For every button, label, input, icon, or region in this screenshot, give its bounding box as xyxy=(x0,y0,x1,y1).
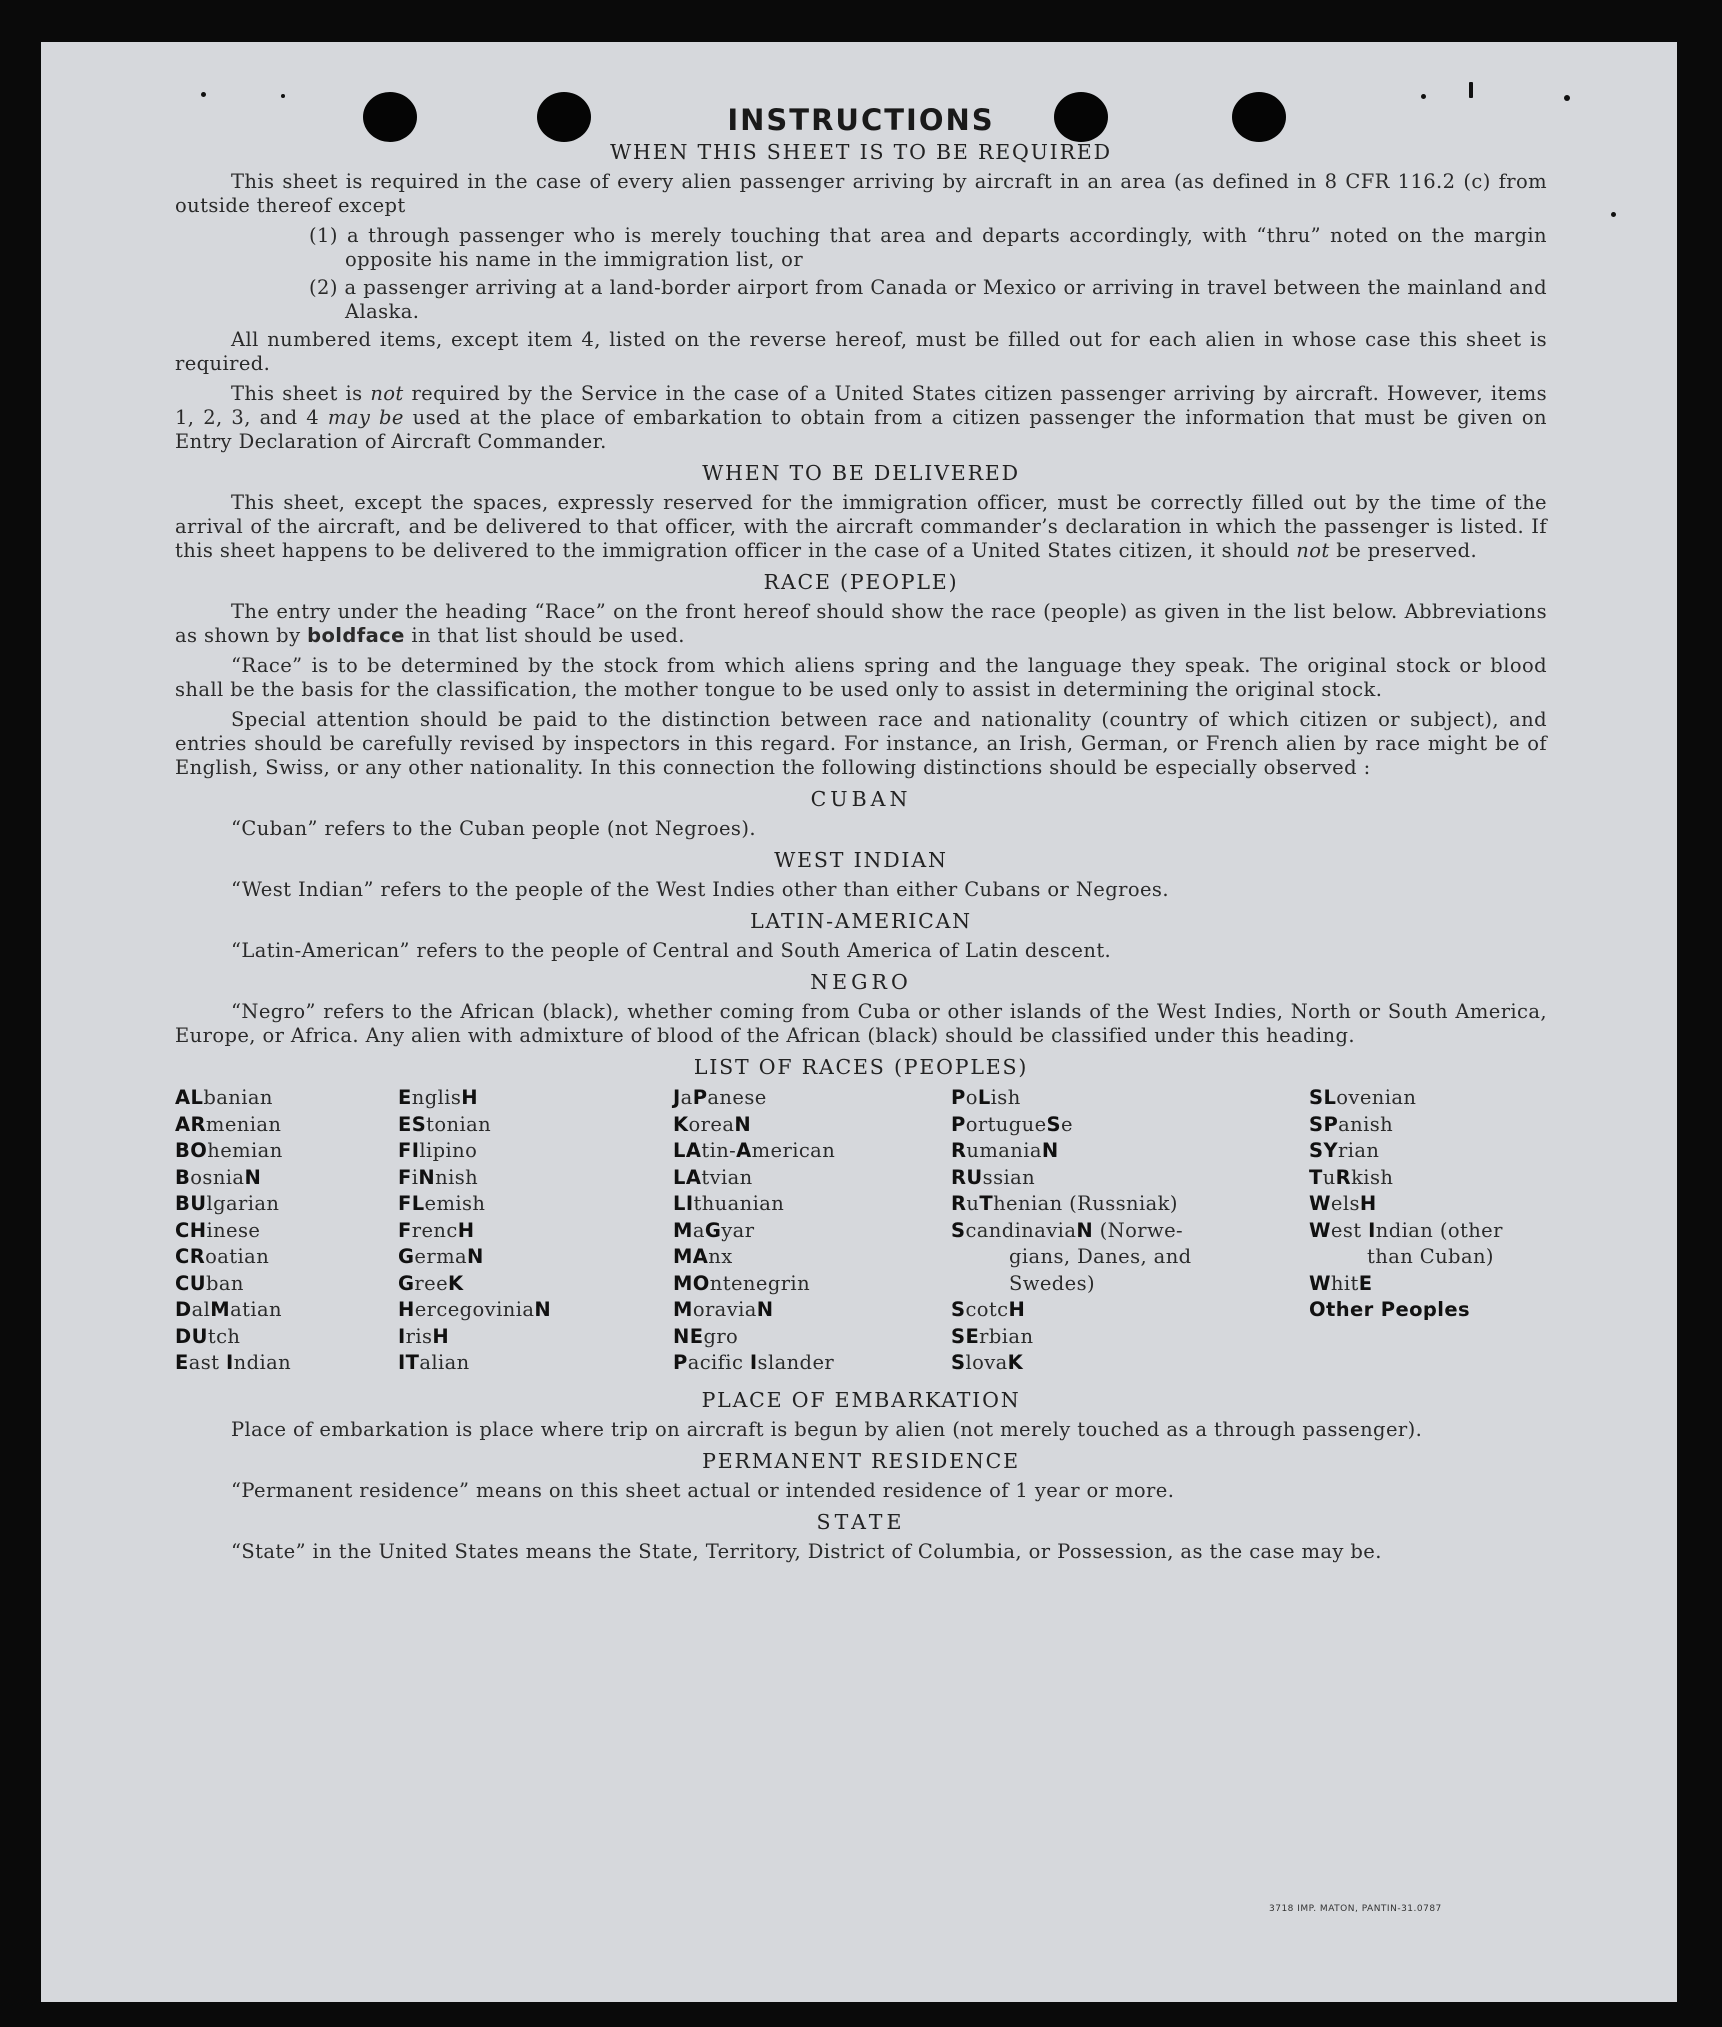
race-entry xyxy=(398,1191,551,1218)
race-text: a xyxy=(680,1086,693,1109)
race-entry xyxy=(398,1218,551,1245)
paragraph xyxy=(175,491,1547,563)
race-abbrev: J xyxy=(673,1086,681,1109)
race-text: hemian xyxy=(207,1139,283,1162)
bold-text: boldface xyxy=(307,624,405,647)
race-abbrev: G xyxy=(398,1245,415,1268)
race-entry xyxy=(1309,1191,1503,1218)
document-sheet xyxy=(41,42,1677,2002)
speck xyxy=(201,92,206,97)
race-abbrev: N xyxy=(418,1165,436,1189)
race-text: nx xyxy=(708,1245,733,1268)
text: This sheet is xyxy=(231,382,371,405)
race-text: emish xyxy=(424,1192,486,1215)
text: in that list should be used. xyxy=(404,624,685,647)
race-text: nglis xyxy=(411,1086,462,1109)
race-abbrev: K xyxy=(1007,1351,1024,1374)
race-text: banian xyxy=(203,1086,273,1109)
race-abbrev: DU xyxy=(175,1324,208,1348)
race-entry xyxy=(175,1112,291,1139)
race-entry xyxy=(673,1165,835,1192)
race-text: osnia xyxy=(190,1165,245,1189)
race-text: ssian xyxy=(982,1165,1036,1189)
definition: “West Indian” refers to the people of the West Indies other than either Cubans or Negroes. xyxy=(231,878,1169,901)
race-text: candinavia xyxy=(965,1218,1077,1242)
race-abbrev: W xyxy=(1309,1271,1331,1295)
race-entry xyxy=(1309,1112,1503,1139)
race-abbrev: Other Peoples xyxy=(1309,1298,1470,1321)
race-entry xyxy=(673,1218,835,1245)
race-entry xyxy=(175,1244,291,1271)
race-text: tonian xyxy=(426,1112,492,1136)
heading-embarkation: PLACE OF EMBARKATION xyxy=(701,1388,1021,1412)
speck xyxy=(1611,212,1616,217)
race-abbrev: W xyxy=(1309,1192,1331,1215)
race-text: e xyxy=(1061,1112,1073,1136)
race-text: lipino xyxy=(419,1139,478,1162)
heading-race: RACE (PEOPLE) xyxy=(763,570,959,594)
race-text: tch xyxy=(207,1324,241,1348)
race-text: ree xyxy=(414,1271,449,1295)
races-column xyxy=(1309,1085,1503,1324)
race-abbrev: H xyxy=(1359,1192,1377,1215)
race-text: els xyxy=(1330,1192,1360,1215)
list-item: (1) a through passenger who is merely touching that area and departs accordingly, with “thru” noted on the margin opposite his name in the immigration list, or xyxy=(309,224,1547,271)
text: be preserved. xyxy=(1329,539,1478,562)
race-entry xyxy=(1309,1138,1503,1165)
race-entry xyxy=(673,1324,835,1351)
printer-imprint: 3718 IMP. MATON, PANTIN-31.0787 xyxy=(1269,1904,1442,1914)
race-abbrev: K xyxy=(673,1112,689,1136)
race-abbrev: R xyxy=(951,1139,967,1162)
race-text: thuanian xyxy=(693,1192,785,1215)
race-text: ovenian xyxy=(1336,1086,1417,1109)
speck xyxy=(1421,94,1426,99)
race-entry xyxy=(398,1138,551,1165)
race-abbrev: N xyxy=(534,1298,552,1321)
race-text: Swedes) xyxy=(1009,1271,1096,1295)
race-text: ndian xyxy=(233,1351,292,1374)
race-entry xyxy=(1309,1244,1503,1271)
race-entry xyxy=(1309,1297,1503,1324)
race-abbrev: BU xyxy=(175,1192,207,1215)
heading-state: STATE xyxy=(816,1510,906,1534)
race-text: slander xyxy=(757,1351,835,1374)
race-abbrev: H xyxy=(1008,1298,1026,1321)
race-text: (Norwe- xyxy=(1093,1218,1184,1242)
heading-delivered: WHEN TO BE DELIVERED xyxy=(702,461,1020,485)
race-abbrev: AL xyxy=(175,1086,204,1109)
race-abbrev: B xyxy=(175,1165,191,1189)
race-abbrev: P xyxy=(951,1112,966,1136)
race-entry xyxy=(951,1191,1192,1218)
race-abbrev: N xyxy=(756,1298,774,1321)
race-text: al xyxy=(191,1298,211,1321)
race-abbrev: R xyxy=(951,1192,967,1215)
race-text: nish xyxy=(435,1165,479,1189)
race-text: gro xyxy=(703,1324,739,1348)
race-text: ortugue xyxy=(965,1112,1047,1136)
race-abbrev: M xyxy=(673,1218,693,1242)
race-abbrev: P xyxy=(673,1351,688,1374)
race-entry xyxy=(398,1112,551,1139)
race-entry xyxy=(951,1112,1192,1139)
race-text: cotc xyxy=(965,1298,1009,1321)
race-abbrev: E xyxy=(175,1351,189,1374)
race-entry xyxy=(951,1138,1192,1165)
race-entry xyxy=(175,1297,291,1324)
race-entry xyxy=(951,1244,1192,1271)
paragraph xyxy=(175,600,1547,648)
text: required by the Service in the case of a United States citizen passenger arriving by aircraft. However, items 1, 2, 3, and 4 xyxy=(175,382,1548,429)
race-entry xyxy=(673,1191,835,1218)
race-text: anish xyxy=(1338,1112,1394,1136)
race-entry xyxy=(175,1138,291,1165)
race-abbrev: SE xyxy=(951,1324,980,1348)
race-text: i xyxy=(411,1165,419,1189)
race-text: menian xyxy=(205,1112,282,1136)
paragraph: “Negro” refers to the African (black), whether coming from Cuba or other islands of the West Indies, North or South America, Europe, or Africa. Any alien with admixture of blood of the African (black) should be classified under this heading. xyxy=(175,1000,1547,1047)
race-abbrev: LA xyxy=(673,1139,702,1162)
race-abbrev: W xyxy=(1309,1218,1331,1242)
text: used at the place of embarkation to obtain from a citizen passenger the information that must be given on Entry Declaration of Aircraft Commander. xyxy=(175,406,1547,453)
race-entry xyxy=(398,1350,551,1377)
race-entry xyxy=(951,1271,1192,1298)
race-abbrev: T xyxy=(979,1192,994,1215)
race-entry xyxy=(951,1085,1192,1112)
race-abbrev: CR xyxy=(175,1245,206,1268)
race-abbrev: SP xyxy=(1309,1112,1339,1136)
race-abbrev: R xyxy=(1335,1165,1352,1189)
race-abbrev: ES xyxy=(398,1112,427,1136)
race-abbrev: P xyxy=(692,1086,708,1109)
race-abbrev: FL xyxy=(398,1192,425,1215)
race-abbrev: E xyxy=(398,1086,412,1109)
race-text: rbian xyxy=(979,1324,1034,1348)
race-text: hit xyxy=(1330,1271,1359,1295)
definition: “Permanent residence” means on this sheet actual or intended residence of 1 year or more. xyxy=(231,1479,1175,1502)
race-text: atian xyxy=(230,1298,282,1321)
heading-residence: PERMANENT RESIDENCE xyxy=(702,1449,1020,1473)
race-entry xyxy=(1309,1271,1503,1298)
race-abbrev: S xyxy=(1046,1112,1061,1136)
emphasis: not xyxy=(1296,539,1330,562)
race-entry xyxy=(673,1138,835,1165)
race-entry xyxy=(175,1324,291,1351)
race-text: inese xyxy=(206,1218,261,1242)
races-column xyxy=(175,1085,291,1377)
race-abbrev: BO xyxy=(175,1139,208,1162)
race-entry xyxy=(175,1271,291,1298)
race-text: ban xyxy=(205,1271,244,1295)
race-abbrev: N xyxy=(1041,1139,1059,1162)
race-text: erma xyxy=(414,1245,467,1268)
race-abbrev: MA xyxy=(673,1245,709,1268)
race-abbrev: H xyxy=(461,1086,478,1109)
race-text: lova xyxy=(965,1351,1008,1374)
race-abbrev: N xyxy=(734,1112,752,1136)
heading-latin-american: LATIN-AMERICAN xyxy=(750,909,972,933)
race-entry xyxy=(951,1218,1192,1245)
race-abbrev: FI xyxy=(398,1139,420,1162)
race-entry xyxy=(398,1244,551,1271)
race-text: o xyxy=(965,1086,978,1109)
races-list xyxy=(175,1085,1547,1381)
race-text: oatian xyxy=(205,1245,270,1268)
paragraph: “Race” is to be determined by the stock from which aliens spring and the language they speak. The original stock or blood shall be the basis for the classification, the mother tongue to be used only to assist in determining the original stock. xyxy=(175,654,1547,701)
races-column xyxy=(673,1085,835,1377)
heading-required: WHEN THIS SHEET IS TO BE REQUIRED xyxy=(610,140,1112,164)
race-text: gians, Danes, and xyxy=(1009,1245,1192,1268)
race-text: acific xyxy=(687,1351,750,1374)
race-entry xyxy=(1309,1165,1503,1192)
paragraph: This sheet is required in the case of every alien passenger arriving by aircraft in an area (as defined in 8 CFR 116.2 (c) from outside thereof except xyxy=(175,170,1547,217)
race-abbrev: I xyxy=(1368,1218,1376,1242)
race-abbrev: E xyxy=(1358,1271,1373,1295)
race-text: orea xyxy=(688,1112,735,1136)
race-text: rian xyxy=(1337,1139,1380,1162)
race-abbrev: H xyxy=(432,1324,450,1348)
race-entry xyxy=(951,1324,1192,1351)
race-entry xyxy=(951,1165,1192,1192)
race-text: est xyxy=(1330,1218,1369,1242)
race-text: tin- xyxy=(701,1139,737,1162)
paragraph: All numbered items, except item 4, listed on the reverse hereof, must be filled out for each alien in whose case this sheet is required. xyxy=(175,328,1547,375)
race-abbrev: F xyxy=(398,1165,412,1189)
race-abbrev: IT xyxy=(398,1351,420,1374)
emphasis: not xyxy=(370,382,404,405)
race-entry xyxy=(951,1297,1192,1324)
race-entry xyxy=(1309,1218,1503,1245)
race-entry xyxy=(175,1191,291,1218)
race-entry xyxy=(673,1297,835,1324)
race-abbrev: LA xyxy=(673,1165,702,1189)
race-entry xyxy=(175,1165,291,1192)
race-text: ast xyxy=(188,1351,227,1374)
race-abbrev: G xyxy=(704,1218,722,1242)
heading-negro: NEGRO xyxy=(810,970,912,994)
race-text: u xyxy=(1322,1165,1336,1189)
race-text: alian xyxy=(419,1351,470,1374)
race-text: than Cuban) xyxy=(1367,1245,1494,1268)
race-abbrev: SL xyxy=(1309,1086,1337,1109)
race-text: umania xyxy=(966,1139,1042,1162)
race-text: a xyxy=(692,1218,705,1242)
race-entry xyxy=(398,1085,551,1112)
heading-west-indian: WEST INDIAN xyxy=(774,848,948,872)
race-entry xyxy=(398,1324,551,1351)
race-abbrev: NE xyxy=(673,1324,704,1348)
race-text: renc xyxy=(411,1218,458,1242)
races-column xyxy=(951,1085,1192,1377)
race-text: oravia xyxy=(692,1298,757,1321)
race-entry xyxy=(175,1085,291,1112)
race-text: tvian xyxy=(701,1165,753,1189)
race-entry xyxy=(951,1350,1192,1377)
race-abbrev: N xyxy=(244,1165,262,1189)
page-title: INSTRUCTIONS xyxy=(727,103,995,137)
race-entry xyxy=(398,1165,551,1192)
race-entry xyxy=(398,1271,551,1298)
race-abbrev: A xyxy=(736,1139,752,1162)
race-entry xyxy=(673,1244,835,1271)
race-text: ntenegrin xyxy=(709,1271,811,1295)
race-entry xyxy=(175,1350,291,1377)
race-abbrev: L xyxy=(977,1086,991,1109)
race-abbrev: H xyxy=(457,1218,475,1242)
race-text: ndian (other xyxy=(1375,1218,1503,1242)
race-text: merican xyxy=(751,1139,836,1162)
definition: “State” in the United States means the State, Territory, District of Columbia, or Possession, as the case may be. xyxy=(231,1540,1382,1563)
race-abbrev: RU xyxy=(951,1165,983,1189)
speck xyxy=(1564,95,1570,101)
race-abbrev: N xyxy=(466,1245,484,1268)
race-abbrev: T xyxy=(1309,1165,1323,1189)
race-abbrev: S xyxy=(951,1351,966,1374)
race-text: ris xyxy=(405,1324,433,1348)
race-abbrev: I xyxy=(226,1351,234,1374)
race-abbrev: M xyxy=(210,1298,231,1321)
race-entry xyxy=(673,1112,835,1139)
heading-list-of-races: LIST OF RACES (PEOPLES) xyxy=(693,1055,1029,1079)
race-abbrev: D xyxy=(175,1298,192,1321)
race-text: anese xyxy=(707,1086,767,1109)
race-abbrev: H xyxy=(398,1298,415,1321)
race-abbrev: MO xyxy=(673,1271,710,1295)
race-abbrev: LI xyxy=(673,1192,694,1215)
race-text: henian (Russniak) xyxy=(993,1192,1178,1215)
speck xyxy=(281,94,285,98)
race-text: ercegovinia xyxy=(414,1298,535,1321)
race-entry xyxy=(1309,1085,1503,1112)
race-abbrev: F xyxy=(398,1218,412,1242)
paragraph xyxy=(175,382,1547,454)
race-abbrev: G xyxy=(398,1271,415,1295)
race-entry xyxy=(673,1085,835,1112)
race-abbrev: S xyxy=(951,1298,966,1321)
race-text: kish xyxy=(1351,1165,1394,1189)
race-text: yar xyxy=(721,1218,755,1242)
emphasis: may be xyxy=(327,406,404,429)
races-column xyxy=(398,1085,551,1377)
text: This sheet, except the spaces, expressly reserved for the immigration officer, must be correctly filled out by the time of the arrival of the aircraft, and be delivered to that officer, with the aircraft commander’s declaration in which the passenger is listed. If this sheet happens to be delivered to the immigration officer in the case of a United States citizen, it should xyxy=(175,491,1547,562)
race-abbrev: K xyxy=(448,1271,464,1295)
race-entry xyxy=(398,1297,551,1324)
text: The entry under the heading “Race” on the front hereof should show the race (people) as given in the list below. Abbreviations as shown by xyxy=(175,600,1547,647)
paragraph: Special attention should be paid to the distinction between race and nationality (country of which citizen or subject), and entries should be carefully revised by inspectors in this regard. For instance, an Irish, German, or French alien by race might be of English, Swiss, or any other nationality. In this connection the following distinctions should be especially observed : xyxy=(175,708,1547,779)
heading-cuban: CUBAN xyxy=(810,787,912,811)
race-abbrev: M xyxy=(673,1298,693,1321)
race-abbrev: AR xyxy=(175,1112,206,1136)
race-abbrev: CU xyxy=(175,1271,206,1295)
speck xyxy=(1469,82,1473,98)
race-abbrev: I xyxy=(398,1324,406,1348)
instructions-content xyxy=(175,103,1548,1568)
list-item: (2) a passenger arriving at a land-border airport from Canada or Mexico or arriving in travel between the mainland and Alaska. xyxy=(309,276,1547,323)
race-abbrev: N xyxy=(1076,1218,1094,1242)
race-abbrev: SY xyxy=(1309,1139,1338,1162)
race-abbrev: I xyxy=(749,1351,758,1374)
race-entry xyxy=(175,1218,291,1245)
race-abbrev: P xyxy=(951,1086,966,1109)
race-text: lgarian xyxy=(206,1192,280,1215)
race-abbrev: CH xyxy=(175,1218,207,1242)
race-entry xyxy=(673,1350,835,1377)
race-text: u xyxy=(966,1192,980,1215)
paragraph: Place of embarkation is place where trip on aircraft is begun by alien (not merely touched as a through passenger). xyxy=(231,1418,1423,1441)
definition: “Latin-American” refers to the people of Central and South America of Latin descent. xyxy=(231,939,1112,962)
race-abbrev: S xyxy=(951,1218,966,1242)
race-entry xyxy=(673,1271,835,1298)
definition: “Cuban” refers to the Cuban people (not Negroes). xyxy=(231,817,756,840)
race-text: ish xyxy=(990,1086,1021,1109)
